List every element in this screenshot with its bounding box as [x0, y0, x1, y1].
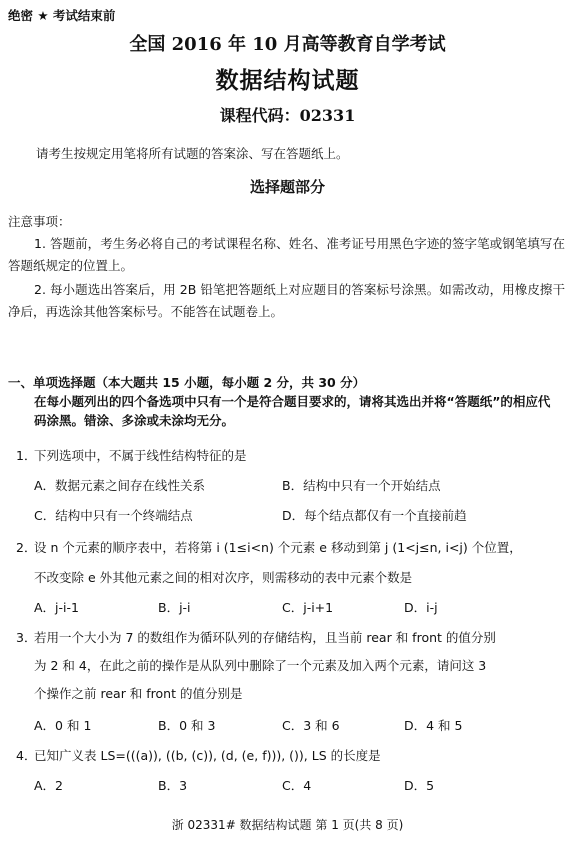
option-a: A．数据元素之间存在线性关系	[34, 478, 206, 493]
question-text: 为 2 和 4，在此之前的操作是从队列中删除了一个元素及加入两个元素，请问这 3	[34, 658, 487, 673]
question-text: 个操作之前 rear 和 front 的值分别是	[34, 686, 243, 701]
option-a: A．0 和 1	[34, 718, 92, 733]
option-c: C．4	[282, 778, 312, 793]
option-b: B．结构中只有一个开始结点	[282, 478, 441, 493]
option-c: C．3 和 6	[282, 718, 340, 733]
confidential-label: 绝密 ★ 考试结束前	[8, 8, 116, 23]
option-d: D．4 和 5	[404, 718, 463, 733]
section-title: 选择题部分	[249, 178, 325, 196]
part-description: 在每小题列出的四个备选项中只有一个是符合题目要求的，请将其选出并将“答题纸”的相应代码涂黑。错涂、多涂或未涂均无分。	[34, 394, 551, 428]
question-text: 已知广义表 LS=(((a)), ((b, (c)), (d, (e, f))), ()), LS 的长度是	[34, 748, 381, 763]
subject-title: 数据结构试题	[215, 67, 360, 94]
option-a: A．2	[34, 778, 64, 793]
part-title: 一、单项选择题（本大题共 15 小题，每小题 2 分，共 30 分）	[8, 375, 366, 390]
question-text: 下列选项中，不属于线性结构特征的是	[34, 448, 247, 463]
exam-title: 全国 2016 年 10 月高等教育自学考试	[129, 34, 446, 55]
question-number: 1．	[16, 448, 37, 463]
instruction: 请考生按规定用笔将所有试题的答案涂、写在答题纸上。	[36, 146, 349, 161]
option-c: C．结构中只有一个终端结点	[34, 508, 193, 523]
question-number: 2．	[16, 540, 37, 555]
option-b: B．j-i	[158, 600, 191, 615]
question-text: 设 n 个元素的顺序表中，若将第 i (1≤i<n) 个元素 e 移动到第 j (1<j≤n, i<j) 个位置，	[34, 540, 522, 555]
notes-heading: 注意事项：	[8, 214, 71, 229]
question-text: 若用一个大小为 7 的数组作为循环队列的存储结构，且当前 rear 和 front 的值分别	[34, 630, 496, 645]
note-item: 1. 答题前，考生务必将自己的考试课程名称、姓名、准考证号用黑色字迹的签字笔或钢笔填写在答题纸规定的位置上。	[8, 236, 565, 273]
note-item: 2. 每小题选出答案后，用 2B 铅笔把答题纸上对应题目的答案标号涂黑。如需改动，用橡皮擦干净后，再选涂其他答案标号。不能答在试题卷上。	[8, 282, 565, 319]
option-a: A．j-i-1	[34, 600, 79, 615]
option-d: D．每个结点都仅有一个直接前趋	[282, 508, 467, 523]
option-d: D．i-j	[404, 600, 438, 615]
page-footer: 浙 02331# 数据结构试题 第 1 页(共 8 页)	[171, 818, 404, 832]
course-code: 课程代码：02331	[219, 106, 356, 125]
question-number: 3．	[16, 630, 37, 645]
option-b: B．0 和 3	[158, 718, 216, 733]
question-text: 不改变除 e 外其他元素之间的相对次序，则需移动的表中元素个数是	[34, 570, 413, 585]
question-number: 4．	[16, 748, 37, 763]
option-c: C．j-i+1	[282, 600, 334, 615]
option-d: D．5	[404, 778, 435, 793]
option-b: B．3	[158, 778, 188, 793]
